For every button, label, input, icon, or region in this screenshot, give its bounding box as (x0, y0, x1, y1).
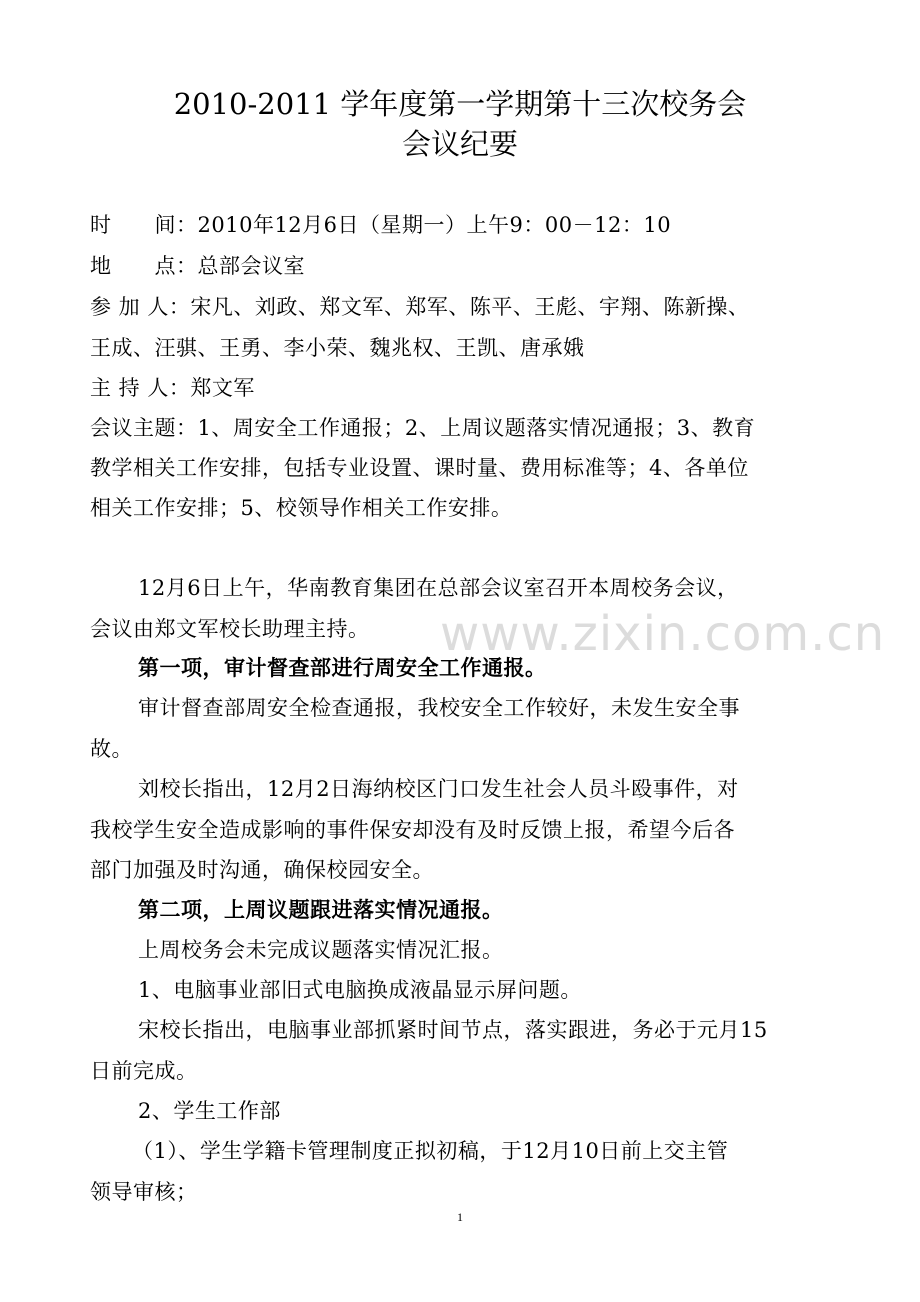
watermark: www.zixin.com.cn (440, 606, 886, 662)
item2-heading: 第二项，上周议题跟进落实情况通报。 (138, 897, 504, 922)
intro-line1: 12月6日上午，华南教育集团在总部会议室召开本周校务会议， (138, 576, 739, 600)
item2-paragraph3-line2: 日前完成。 (90, 1059, 198, 1083)
meeting-attendees-line1: 参 加 人：宋凡、刘政、郑文军、郑军、陈平、王彪、宇翔、陈新操、 (90, 295, 750, 319)
item2-paragraph2: 1、电脑事业部旧式电脑换成液晶显示屏问题。 (138, 978, 582, 1002)
page-number: 1 (457, 1210, 463, 1224)
item1-paragraph2-line2: 我校学生安全造成影响的事件保安却没有及时反馈上报，希望今后各 (90, 818, 735, 842)
document-title: 2010-2011 学年度第一学期第十三次校务会 (173, 87, 747, 121)
item1-heading: 第一项，审计督查部进行周安全工作通报。 (138, 655, 547, 680)
item1-paragraph2-line1: 刘校长指出，12月2日海纳校区门口发生社会人员斗殴事件，对 (138, 777, 739, 801)
meeting-topic-line1: 会议主题：1、周安全工作通报；2、上周议题落实情况通报；3、教育 (90, 416, 756, 440)
item2-paragraph5-line2: 领导审核； (90, 1180, 198, 1204)
meeting-place: 地 点：总部会议室 (90, 254, 305, 278)
meeting-time: 时 间：2010年12月6日（星期一）上午9：00－12：10 (90, 213, 672, 237)
item2-paragraph1: 上周校务会未完成议题落实情况汇报。 (138, 938, 504, 962)
item2-paragraph4: 2、学生工作部 (138, 1099, 281, 1123)
item1-paragraph1-line2: 故。 (90, 737, 133, 761)
item1-paragraph2-line3: 部门加强及时沟通，确保校园安全。 (90, 858, 434, 882)
item1-paragraph1-line1: 审计督查部周安全检查通报，我校安全工作较好，未发生安全事 (138, 696, 740, 720)
item2-paragraph5-line1: （1）、学生学籍卡管理制度正拟初稿，于12月10日前上交主管 (132, 1139, 729, 1163)
meeting-host: 主 持 人：郑文军 (90, 376, 255, 400)
item2-paragraph3-line1: 宋校长指出，电脑事业部抓紧时间节点，落实跟进，务必于元月15 (138, 1018, 768, 1042)
intro-line2: 会议由郑文军校长助理主持。 (90, 617, 370, 641)
meeting-topic-line3: 相关工作安排；5、校领导作相关工作安排。 (90, 496, 513, 520)
document-subtitle: 会议纪要 (401, 127, 518, 161)
meeting-topic-line2: 教学相关工作安排，包括专业设置、课时量、费用标准等；4、各单位 (90, 456, 749, 480)
meeting-attendees-line2: 王成、汪骐、王勇、李小荣、魏兆权、王凯、唐承娥 (90, 336, 585, 360)
